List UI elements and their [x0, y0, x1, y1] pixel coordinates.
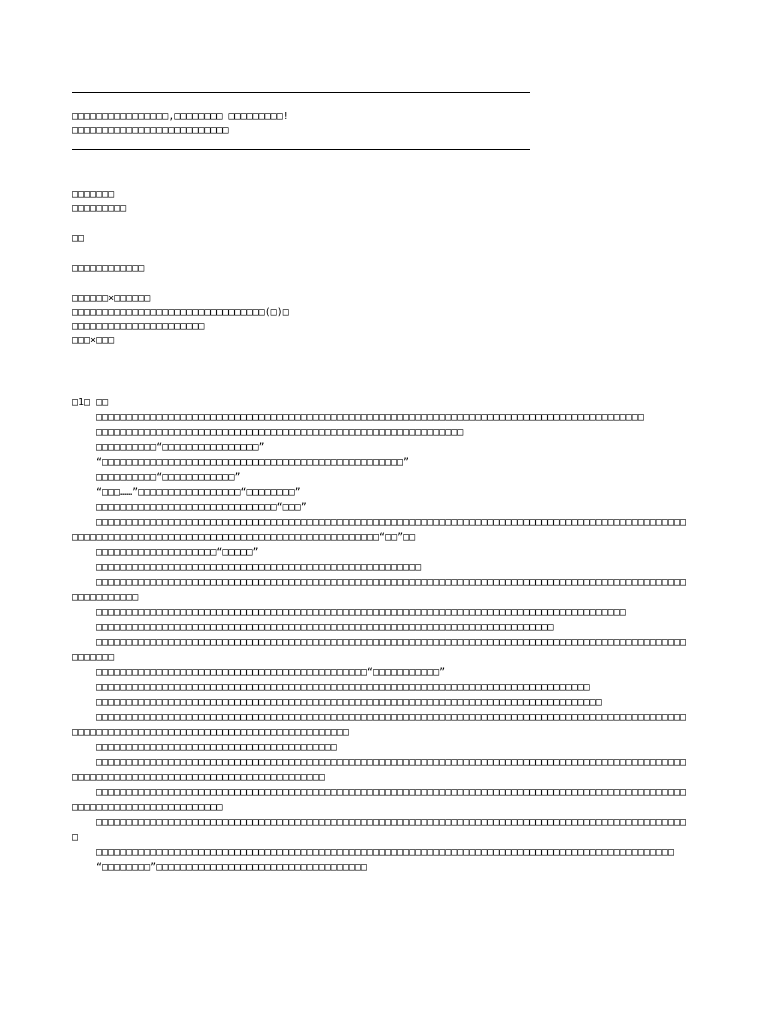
header-divider: [72, 149, 530, 150]
document-page: [72, 92, 692, 875]
paragraph: □□□□□□□□□□□□□□□□□□□□□□□□□□□□□□□□□□□□□□□□□□□□□□□□□□□□□□□□□□□□□□□□□□□□□□□□□□□□□□□□□□□□□□□□□□□□□□□□□□□□□□□□□□□□□□□□□□□□□□□□□□□□□□□□□□□□□□□□□□□□□□□□: [72, 712, 687, 738]
header-line-2: □□□□□□□□□□□□□□□□□□□□□□□□□□: [72, 125, 229, 136]
paragraph: □□□□□□□□□□□□□□□□□□□□□□□□□□□□□□□□□□□□□□□□□□□□□□□□□□□□□□□□□□□□□□□□□□□□□□□□□□□□□□□□□□□□□□□□□□□: [96, 412, 644, 423]
paragraph: □□□□□□□□□□□□□□□□□□□□□□□□□□□□□□□□□□□□□□□□: [96, 742, 337, 753]
paragraph: “□□□□□□□□□□□□□□□□□□□□□□□□□□□□□□□□□□□□□□□□□□□□□□□□□□”: [96, 457, 410, 468]
book-subtitle: □□□□□□□□□: [72, 203, 127, 214]
paragraph: “□□□……”□□□□□□□□□□□□□□□□□“□□□□□□□□”: [96, 487, 301, 498]
paragraph: □□□□□□□□□□□□□□□□□□□□□□□□□□□□□□□□□□□□□□□□□□□□□□□□□□□□□□: [96, 562, 422, 573]
meta-line-d: □□□×□□□: [72, 335, 115, 346]
paragraph: □□□□□□□□□□□□□□□□□□□□□□□□□□□□□□□□□□□□□□□□□□□□□□□□□□□□□□□□□□□□□□□□□□□□□□□□□□□□□□□□□□: [96, 682, 590, 693]
paragraph: □□□□□□□□□□□□□□□□□□□□□□□□□□□□□□□□□□□□□□□□□□□□□□□□□□□□□□□□□□□□□□□□□□□□□□□□□□□□□□□□□□□□□□□□□□□□□□□□□□□: [72, 817, 687, 843]
paragraph: □□□□□□□□□□□□□□□□□□□□□□□□□□□□□□□□□□□□□□□□□□□□□□□□□□□□□□□□□□□□□□□□□□□□□□□□□□□□□□□□□□□□□□□□□□□□□□□□: [96, 847, 674, 858]
meta-tags: □□□□□□□□□□□□: [72, 263, 145, 274]
paragraph: □□□□□□□□□□□□□□□□□□□□□□□□□□□□□□□□□□□□□□□□□□□□□□□□□□□□□□□□□□□□□□□□□□□□□□□□□□□□□□□□□□□□: [96, 697, 602, 708]
paragraph: □□□□□□□□□□□□□□□□□□□□□□□□□□□□□□□□□□□□□□□□□□□□□□□□□□□□□□□□□□□□□□□□□□□□□□□□□□□□□□□□□□□□□□□□: [96, 607, 626, 618]
header-line-1: □□□□□□□□□□□□□□□□,□□□□□□□□ □□□□□□□□□!: [72, 111, 289, 122]
book-title: □□□□□□□: [72, 189, 115, 200]
paragraph: □□□□□□□□□□□□□□□□□□□□□□□□□□□□□□□□□□□□□□□□□□□□□□□□□□□□□□□□□□□□□: [96, 427, 464, 438]
paragraph: □□□□□□□□□□□□□□□□□□□□□□□□□□□□□□□□□□□□□□□□□□□□□□□□□□□□□□□□□□□□□□□□□□□□□□□□□□□□□□□□□□□□□□□□□□□□□□□□□□□□□□□□□: [72, 637, 687, 663]
paragraph: □□□□□□□□□□□□□□□□□□□□□□□□□□□□□□“□□□”: [96, 502, 307, 513]
meta-line-c: □□□□□□□□□□□□□□□□□□□□□□: [72, 321, 205, 332]
paragraph: □□□□□□□□□□□□□□□□□□□□□□□□□□□□□□□□□□□□□□□□□□□□□“□□□□□□□□□□□”: [96, 667, 446, 678]
chapter-heading: □1□ □□: [72, 397, 109, 408]
paragraph: □□□□□□□□□□□□□□□□□□□□□□□□□□□□□□□□□□□□□□□□□□□□□□□□□□□□□□□□□□□□□□□□□□□□□□□□□□□□□□□□□□□□□□□□□□□□□□□□□□□□□□□□□□□□□□□□□□□□□□□□□□□□□□□□□□□□□□□□□□□□□□□□□□□□□“□□”□□: [72, 517, 687, 543]
paragraph: □□□□□□□□□□□□□□□□□□□□□□□□□□□□□□□□□□□□□□□□□□□□□□□□□□□□□□□□□□□□□□□□□□□□□□□□□□□□□□□□□□□□□□□□□□□□□□□□□□□□□□□□□□□□□□□□□□□□□□□□□□□: [72, 787, 687, 813]
chapter-paragraphs: [72, 410, 692, 875]
meta-line-b: □□□□□□□□□□□□□□□□□□□□□□□□□□□□□□□□(□)□: [72, 307, 289, 318]
paragraph: □□□□□□□□□□□□□□□□□□□□□□□□□□□□□□□□□□□□□□□□□□□□□□□□□□□□□□□□□□□□□□□□□□□□□□□□□□□□□□□□□□□□□□□□□□□□□□□□□□□□□□□□□□□□□: [72, 577, 687, 603]
paragraph: □□□□□□□□□□□□□□□□□□□□“□□□□□”: [96, 547, 259, 558]
paragraph: “□□□□□□□□”□□□□□□□□□□□□□□□□□□□□□□□□□□□□□□□□□□□: [96, 862, 367, 873]
chapter-body: [72, 396, 692, 875]
meta-line-a: □□□□□□×□□□□□□: [72, 293, 151, 304]
paragraph: □□□□□□□□□□“□□□□□□□□□□□□□□□□”: [96, 442, 265, 453]
paragraph: □□□□□□□□□□□□□□□□□□□□□□□□□□□□□□□□□□□□□□□□□□□□□□□□□□□□□□□□□□□□□□□□□□□□□□□□□□□□: [96, 622, 554, 633]
book-metadata: [72, 188, 692, 348]
paragraph: □□□□□□□□□□□□□□□□□□□□□□□□□□□□□□□□□□□□□□□□□□□□□□□□□□□□□□□□□□□□□□□□□□□□□□□□□□□□□□□□□□□□□□□□□□□□□□□□□□□□□□□□□□□□□□□□□□□□□□□□□□□□□□□□□□□□□□□□□□□□: [72, 757, 687, 783]
meta-label: □□: [72, 233, 85, 244]
top-divider: [72, 92, 530, 93]
paragraph: □□□□□□□□□□“□□□□□□□□□□□□”: [96, 472, 241, 483]
